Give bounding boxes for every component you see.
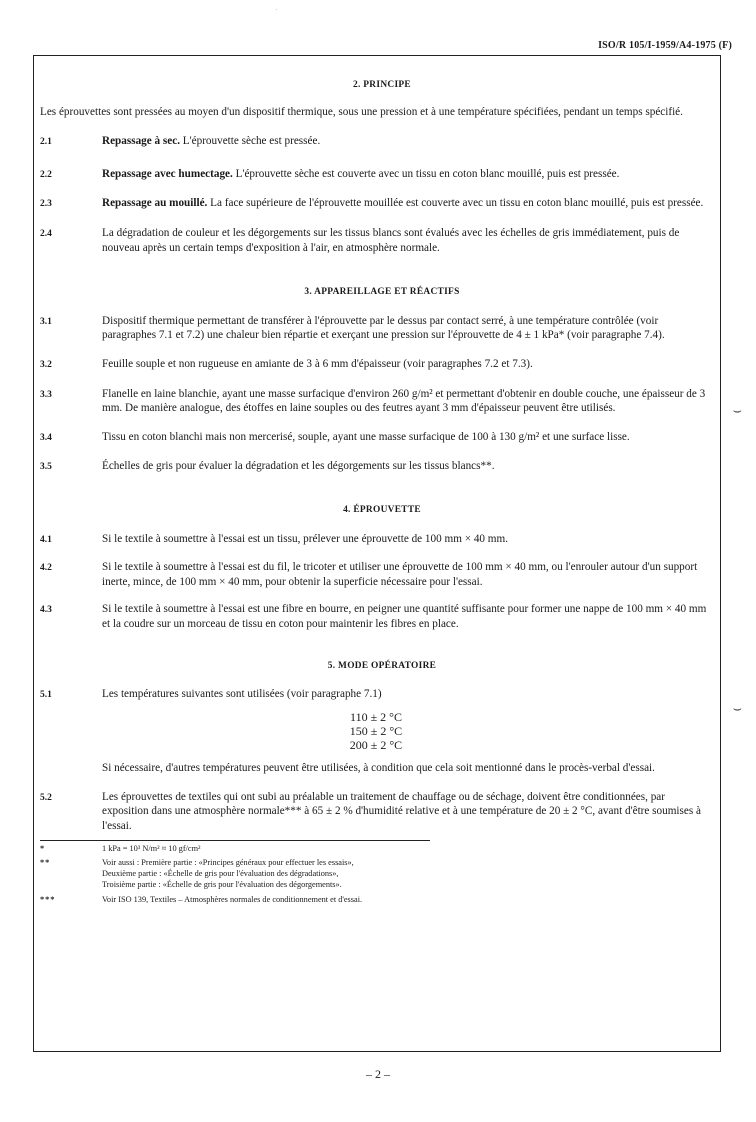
- section-title-appareillage: 3. APPAREILLAGE ET RÉACTIFS: [304, 287, 460, 298]
- clause-3-3: [40, 387, 710, 416]
- temperature-value: 110 ± 2 °C: [350, 709, 402, 724]
- scan-dot: .: [276, 6, 278, 12]
- document-reference-header: ISO/R 105/I-1959/A4-1975 (F): [598, 40, 732, 51]
- clause-number: 5.2: [40, 792, 52, 803]
- clause-number: 4.2: [40, 563, 52, 574]
- clause-number: 2.4: [40, 228, 52, 239]
- clause-heading: Repassage au mouillé.: [102, 197, 208, 210]
- clause-4-3: [40, 602, 710, 631]
- clause-text: Si le textile à soumettre à l'essai est une fibre en bourre, en peigner une quantité suffisante pour former une nappe de 100 mm × 40 mm et la coudre sur un morceau de tissu en coton pour maintenir les fibres en place.: [102, 603, 707, 630]
- clause-text: Feuille souple et non rugueuse en amiante de 3 à 6 mm d'épaisseur (voir paragraphes 7.2 et 7.3).: [102, 357, 533, 370]
- page-number: – 2 –: [366, 1067, 390, 1081]
- temperature-list: [102, 710, 710, 753]
- section-title-eprouvette: 4. ÉPROUVETTE: [343, 504, 421, 515]
- footnote-mark: **: [40, 858, 51, 868]
- clause-number: 2.2: [40, 169, 52, 180]
- clause-text: Dispositif thermique permettant de transférer à l'éprouvette par le dessus par contact serré, à une température contrôlée (voir paragraphes 7.1 et 7.2) une chaleur bien répartie et exerçant une pression sur l'éprouvette de 4 ± 1 kPa* (voir paragraphe 7.4).: [102, 314, 665, 342]
- clause-number: 2.3: [40, 199, 52, 210]
- clause-heading: Repassage à sec.: [102, 135, 180, 148]
- section-title-principe: 2. PRINCIPE: [353, 80, 411, 90]
- clause-number: 5.1: [40, 690, 52, 701]
- clause-text: Si le textile à soumettre à l'essai est du fil, le tricoter et utiliser une éprouvette de 100 mm × 40 mm, ou l'enrouler autour d'un support inerte, mince, de 100 mm × 40 mm, pour obtenir la superficie nécessaire pour l'essai.: [102, 561, 698, 588]
- temperature-value: 150 ± 2 °C: [349, 723, 403, 738]
- clause-number: 4.1: [40, 534, 52, 545]
- clause-3-1: [40, 314, 710, 343]
- clause-number: 3.2: [40, 359, 52, 370]
- clause-5-1: [40, 687, 710, 776]
- clause-text: L'éprouvette sèche est couverte avec un tissu en coton blanc mouillé, puis est pressée.: [232, 167, 620, 180]
- clause-number: 3.3: [40, 389, 52, 400]
- footnote-line: 1 kPa = 10³ N/m² ≈ 10 gf/cm²: [102, 843, 201, 853]
- footnote-mark: ***: [40, 894, 56, 904]
- clause-text: Les températures suivantes sont utilisées (voir paragraphe 7.1): [102, 688, 382, 701]
- clause-text: Les éprouvettes de textiles qui ont subi au préalable un traitement de chauffage ou de séchage, doivent être conditionnées, par exposition dans une atmosphère normale*** à 65 ± 2 % d'humidité relative et à une température de 20 ± 2 °C, avant d'être soumises à l'essai.: [102, 790, 701, 833]
- document-body: [40, 78, 710, 910]
- clause-number: 2.1: [40, 137, 52, 148]
- clause-3-4: [40, 430, 710, 446]
- clause-text: Tissu en coton blanchi mais non mercerisé, souple, ayant une masse surfacique de 100 à 130 g/m² et une surface lisse.: [102, 430, 630, 443]
- footnote: [40, 895, 710, 906]
- footnote-line: Deuxième partie : «Échelle de gris pour l'évaluation des dégradations»,: [102, 869, 339, 879]
- footnote-mark: *: [40, 843, 46, 853]
- temperature-value: 200 ± 2 °C: [349, 738, 403, 753]
- clause-4-1: [40, 532, 710, 548]
- clause-2-2: [40, 167, 710, 183]
- clause-number: 3.4: [40, 432, 52, 443]
- clause-3-2: [40, 357, 710, 373]
- clause-text: Si le textile à soumettre à l'essai est un tissu, prélever une éprouvette de 100 mm × 40 mm.: [102, 532, 509, 545]
- clause-2-3: [40, 196, 710, 212]
- footnote-line: Voir aussi : Première partie : «Principes généraux pour effectuer les essais»,: [102, 858, 354, 868]
- clause-number: 4.3: [40, 605, 52, 616]
- clause-5-2: [40, 790, 710, 834]
- clause-text: Échelles de gris pour évaluer la dégradation et les dégorgements sur les tissus blancs**.: [102, 460, 495, 473]
- clause-text: La face supérieure de l'éprouvette mouillée est couverte avec un tissu en coton blanc mouillé, puis est pressée.: [207, 197, 704, 210]
- clause-2-1: [40, 134, 710, 150]
- footnote-line: Voir ISO 139, Textiles – Atmosphères normales de conditionnement et d'essai.: [102, 894, 363, 904]
- clause-3-5: [40, 459, 710, 475]
- clause-text: L'éprouvette sèche est pressée.: [180, 135, 321, 148]
- clause-number: 3.5: [40, 462, 52, 473]
- clause-heading: Repassage avec humectage.: [102, 167, 233, 180]
- margin-mark: ⌣: [732, 404, 742, 419]
- footnote-line: Troisième partie : «Échelle de gris pour l'évaluation des dégorgements».: [102, 880, 342, 890]
- clause-text: Si nécessaire, d'autres températures peuvent être utilisées, à condition que cela soit mentionné dans le procès-verbal d'essai.: [102, 762, 655, 775]
- clause-text: Flanelle en laine blanchie, ayant une masse surfacique d'environ 260 g/m² et permettant d'obtenir en double couche, une épaisseur de 3 mm. De manière analogue, des étoffes en laine souples ou des feutres ayant 3 mm d'épaisseur peuvent être utilisés.: [102, 387, 706, 415]
- margin-mark: ⌣: [732, 702, 742, 717]
- footnote: [40, 844, 710, 855]
- clause-number: 3.1: [40, 316, 52, 327]
- clause-4-2: [40, 560, 710, 589]
- clause-text: La dégradation de couleur et les dégorgements sur les tissus blancs sont évalués avec les échelles de gris immédiatement, puis de nouveau après un certain temps d'exposition à l'air, en atmosphère normale.: [102, 226, 680, 254]
- principe-intro: Les éprouvettes sont pressées au moyen d'un dispositif thermique, sous une pression et à une température spécifiées, pendant un temps spécifié.: [40, 105, 683, 118]
- clause-2-4: [40, 226, 710, 255]
- footnote-rule: [40, 840, 430, 841]
- footnote: [40, 858, 710, 890]
- section-title-mode-operatoire: 5. MODE OPÉRATOIRE: [327, 661, 437, 672]
